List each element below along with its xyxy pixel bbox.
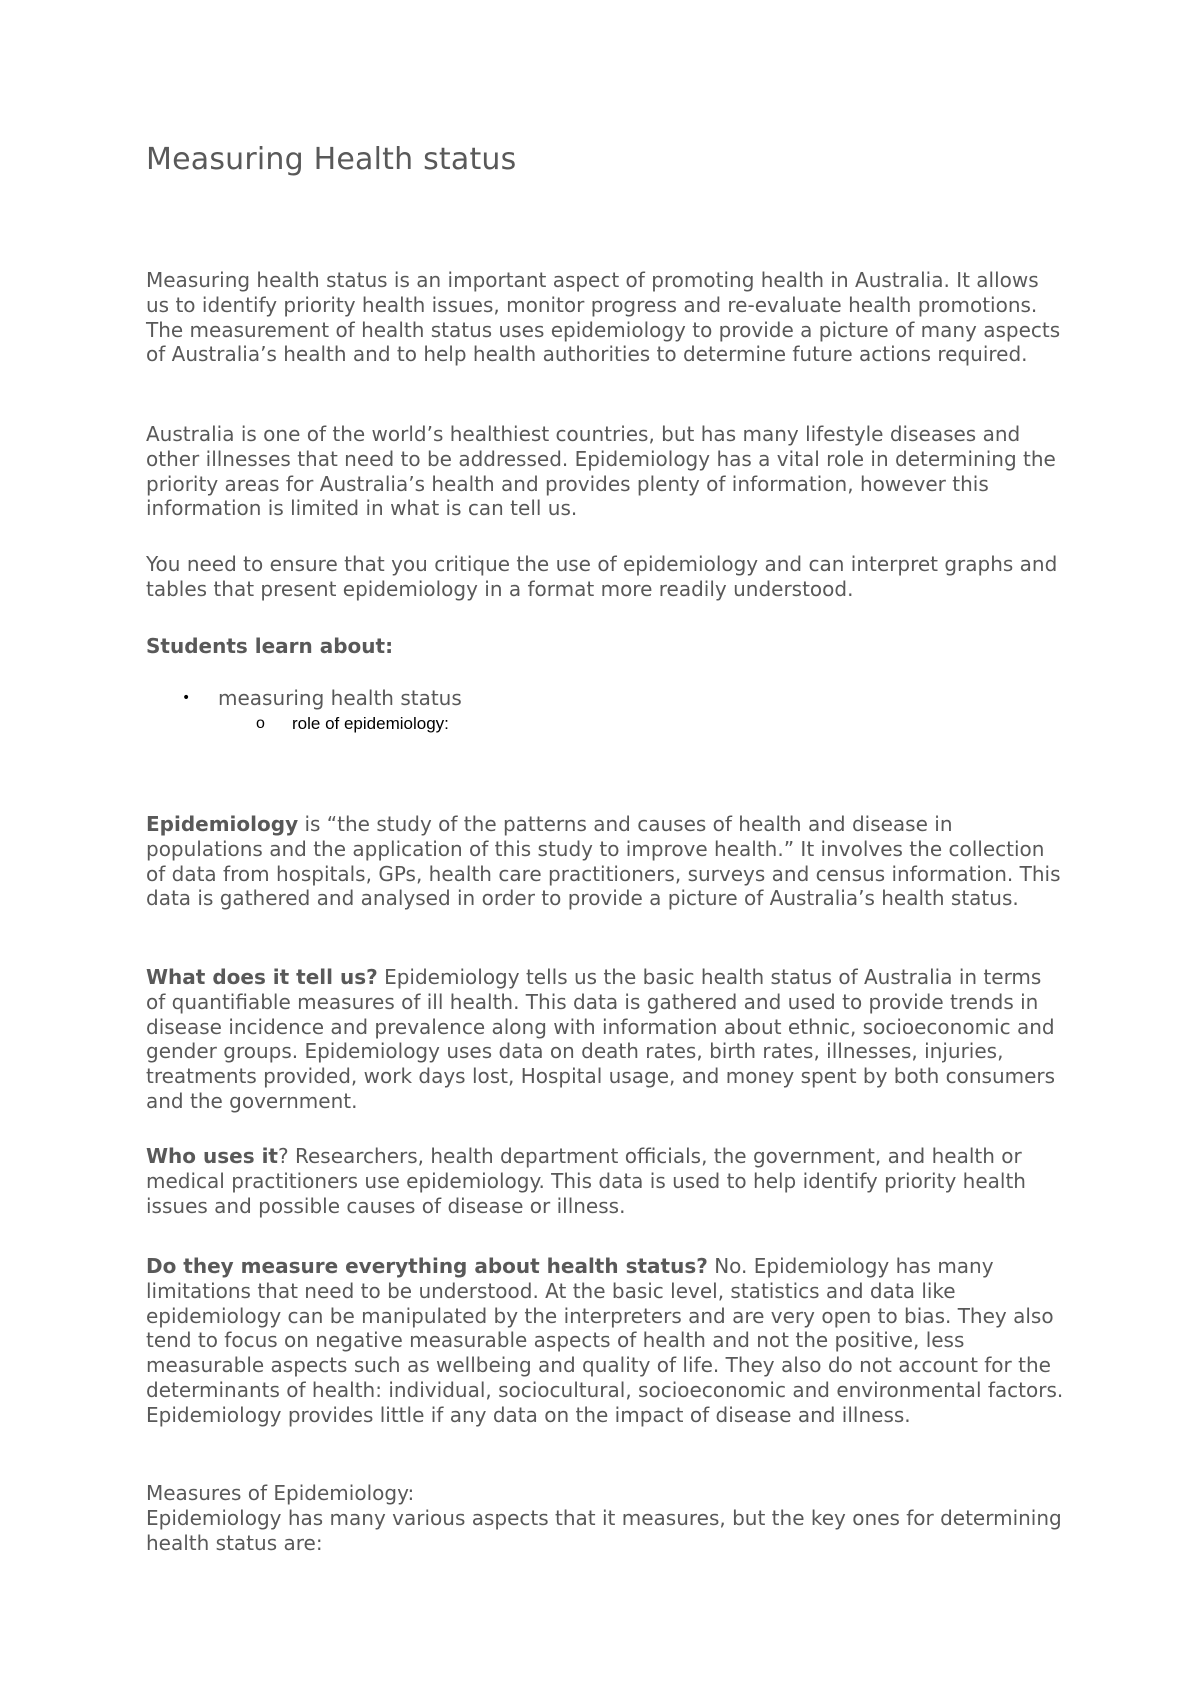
limitations-paragraph [146, 1254, 1066, 1428]
hollow-bullet-icon: o [256, 715, 265, 732]
section-text: No. Epidemiology has many limitations that need to be understood. At the basic level, statistics and data like epidemiology can be manipulated by the interpreters and are very open to bias. They also tend to focus on negative measurable aspects of health and not the positive, less measurable aspects such as wellbeing and quality of life. They also do not account for the determinants of health: individual, sociocultural, socioeconomic and environmental factors. Epidemiology provides little if any data on the impact of disease and illness. [146, 1254, 1064, 1427]
students-learn-heading: Students learn about: [146, 634, 394, 658]
bullet-text: measuring health status [218, 686, 462, 710]
section-text: is “the study of the patterns and causes of health and disease in populations and the application of this study to improve health.” It involves the collection of data from hospitals, GPs, health care practitioners, surveys and census information. This data is gathered and analysed in order to provide a picture of Australia’s health status. [146, 812, 1061, 911]
intro-paragraph-1: Measuring health status is an important aspect of promoting health in Australia. It allows us to identify priority health issues, monitor progress and re-evaluate health promotions. The measurement of health status uses epidemiology to provide a picture of many aspects of Australia’s health and to help health authorities to determine future actions required. [146, 268, 1061, 367]
sub-bullet-text: role of epidemiology: [292, 714, 449, 733]
section-lead: What does it tell us? [146, 965, 378, 989]
page-title: Measuring Health status [146, 142, 517, 177]
measures-heading: Measures of Epidemiology: [146, 1481, 415, 1505]
who-uses-it-paragraph [146, 1144, 1066, 1218]
bullet-icon: • [182, 690, 191, 706]
what-does-it-tell-us-paragraph [146, 965, 1066, 1114]
section-lead: Who uses it [146, 1144, 278, 1168]
epidemiology-definition-paragraph [146, 812, 1066, 911]
section-lead: Epidemiology [146, 812, 299, 836]
section-text: Epidemiology tells us the basic health status of Australia in terms of quantifiable measures of ill health. This data is gathered and used to provide trends in disease incidence and prevalence along with information about ethnic, socioeconomic and gender groups. Epidemiology uses data on death rates, birth rates, illnesses, injuries, treatments provided, work days lost, Hospital usage, and money spent by both consumers and the government. [146, 965, 1056, 1113]
section-lead: Do they measure everything about health status? [146, 1254, 708, 1278]
measures-paragraph: Epidemiology has many various aspects that it measures, but the key ones for determining health status are: [146, 1506, 1062, 1555]
intro-paragraph-3: You need to ensure that you critique the use of epidemiology and can interpret graphs and tables that present epidemiology in a format more readily understood. [146, 552, 1058, 601]
section-text: ? Researchers, health department officials, the government, and health or medical practitioners use epidemiology. This data is used to help identify priority health issues and possible causes of disease or illness. [146, 1144, 1026, 1218]
intro-paragraph-2: Australia is one of the world’s healthiest countries, but has many lifestyle diseases and other illnesses that need to be addressed. Epidemiology has a vital role in determining the priority areas for Australia’s health and provides plenty of information, however this information is limited in what is can tell us. [146, 422, 1056, 521]
